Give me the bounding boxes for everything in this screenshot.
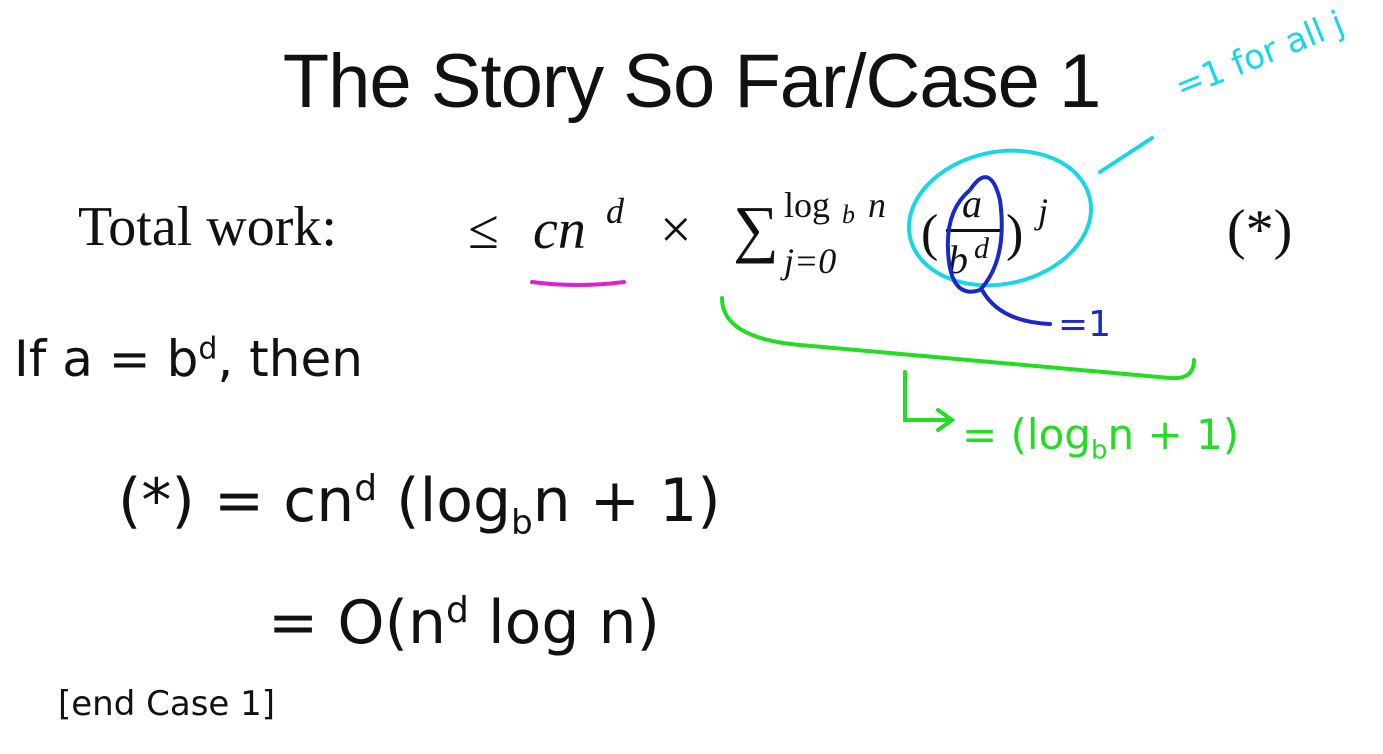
times-symbol: × xyxy=(660,199,692,261)
line2-mid: (log xyxy=(377,466,512,536)
denominator-exponent: d xyxy=(974,232,989,265)
green-brace xyxy=(722,298,1194,378)
sum-upper-n: n xyxy=(868,185,886,225)
case1-line3 xyxy=(268,588,660,658)
line2-sub: b xyxy=(511,503,533,543)
line2-lhs: (*) = cn xyxy=(118,466,355,536)
sum-upper-sub: b xyxy=(842,200,855,229)
fraction-denominator: b xyxy=(948,237,968,282)
cyan-connector xyxy=(1100,138,1152,172)
sum-symbol: ∑ xyxy=(733,193,779,264)
sum-lower-limit: j=0 xyxy=(784,241,837,281)
if-line-exp: d xyxy=(198,331,218,367)
if-line-head: If a = b xyxy=(14,330,199,388)
end-case-note: [end Case 1] xyxy=(58,684,276,724)
if-line-tail: , then xyxy=(217,330,363,388)
line3-tail: log n) xyxy=(468,588,660,658)
line3-exp: d xyxy=(446,590,469,631)
blue-loop xyxy=(948,177,1002,292)
if-line xyxy=(14,330,363,388)
magenta-underline xyxy=(532,282,624,285)
line2-exp: d xyxy=(354,468,378,509)
close-paren: ) xyxy=(1006,205,1024,262)
slide-title: The Story So Far/Case 1 xyxy=(282,39,1101,124)
open-paren: ( xyxy=(921,205,939,262)
green-note xyxy=(962,410,1239,465)
cyan-note: =1 for all j xyxy=(1169,3,1350,108)
cn-exponent: d xyxy=(606,191,624,231)
cn-term: cn xyxy=(533,199,586,261)
blue-note: =1 xyxy=(1058,304,1112,345)
fraction-numerator: a xyxy=(962,181,982,226)
green-note-sub: b xyxy=(1090,435,1108,466)
power-j: j xyxy=(1038,191,1049,231)
sum-upper-log: log xyxy=(784,185,831,225)
green-note-tail: n + 1) xyxy=(1107,410,1240,459)
blue-connector xyxy=(982,290,1050,324)
line3-lhs: = O(n xyxy=(268,588,447,658)
equation-tag: (*) xyxy=(1227,199,1293,261)
line2-tail: n + 1) xyxy=(532,466,721,536)
green-note-head: = (log xyxy=(962,410,1091,459)
case1-line2 xyxy=(118,466,721,543)
leq-symbol: ≤ xyxy=(468,199,499,261)
total-work-label: Total work: xyxy=(78,196,337,258)
